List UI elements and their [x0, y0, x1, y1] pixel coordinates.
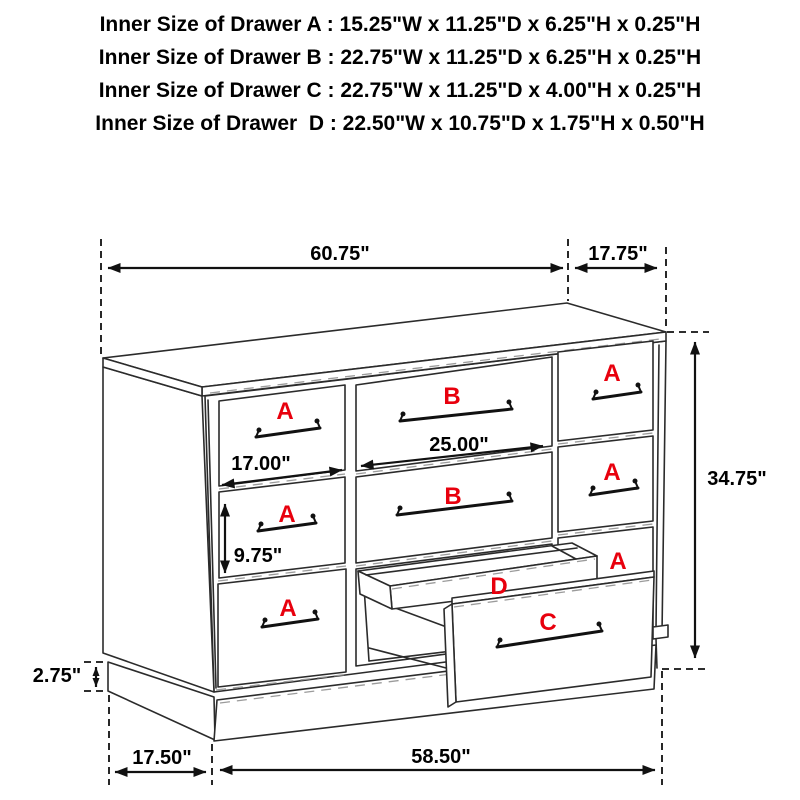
label-drawer-a-right-middle: A	[603, 459, 621, 486]
drawer-a-left-bottom	[218, 569, 346, 687]
label-drawer-a-right-top: A	[603, 360, 621, 387]
foot-leg-line	[656, 639, 657, 668]
dim-drawer-b-width: 25.00"	[429, 434, 489, 456]
dim-overall-height: 34.75"	[707, 468, 767, 490]
label-drawer-c: C	[539, 609, 557, 636]
dim-top-width: 60.75"	[310, 243, 370, 265]
dim-top-depth: 17.75"	[588, 243, 648, 265]
spec-line-drawer-a: Inner Size of Drawer A : 15.25"W x 11.25"D x 6.25"H x 0.25"H	[99, 13, 701, 36]
dim-base-height: 2.75"	[32, 665, 82, 687]
dim-drawer-height: 9.75"	[233, 545, 283, 567]
spec-line-drawer-d: Inner Size of Drawer D : 22.50"W x 10.75"D x 1.75"H x 0.50"H	[95, 112, 705, 135]
label-drawer-a-right-bottom: A	[609, 548, 627, 575]
label-drawer-a-left-middle: A	[278, 501, 296, 528]
label-drawer-d: D	[490, 573, 508, 600]
left-side-panel	[103, 367, 214, 692]
dim-base-width: 58.50"	[411, 746, 471, 768]
label-drawer-b-middle: B	[444, 483, 462, 510]
label-drawer-a-left-bottom: A	[279, 595, 297, 622]
label-drawer-a-left-top: A	[276, 398, 294, 425]
spec-line-drawer-b: Inner Size of Drawer B : 22.75"W x 11.25"D x 6.25"H x 0.25"H	[98, 46, 702, 69]
foot-bracket	[653, 625, 668, 639]
label-drawer-b-top: B	[443, 383, 461, 410]
dim-base-depth: 17.50"	[132, 747, 192, 769]
dim-drawer-a-width: 17.00"	[231, 453, 291, 475]
spec-line-drawer-c: Inner Size of Drawer C : 22.75"W x 11.25"D x 4.00"H x 0.25"H	[98, 79, 702, 102]
